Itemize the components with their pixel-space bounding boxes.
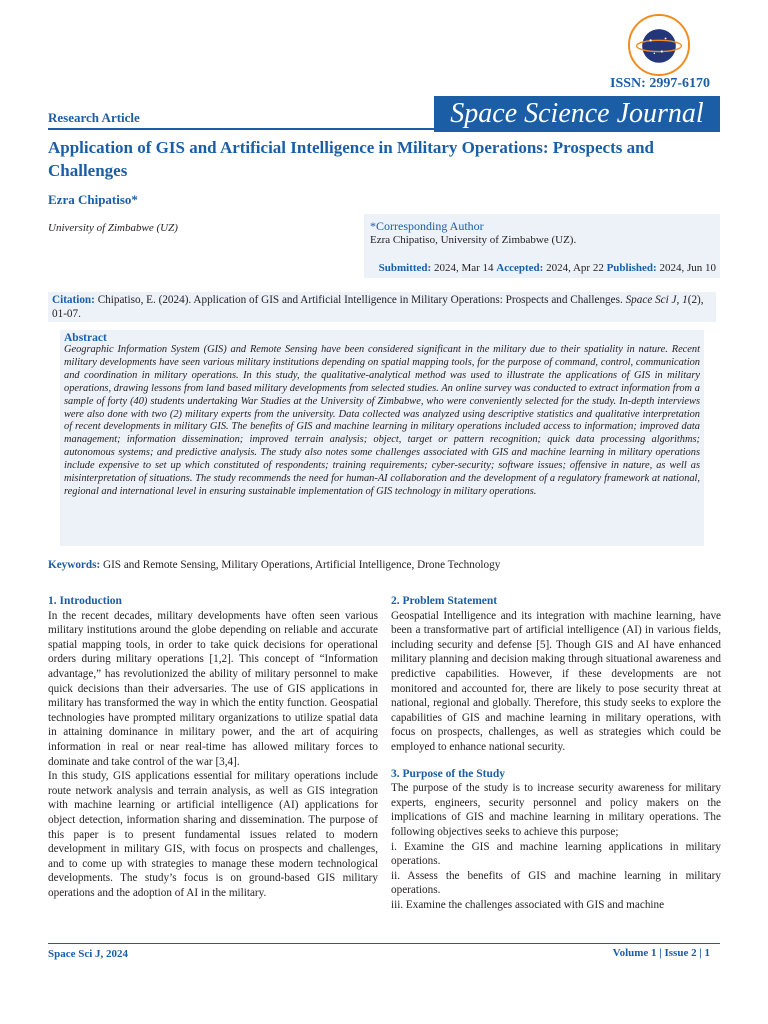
author-affiliation: University of Zimbabwe (UZ) (48, 222, 178, 234)
published-date: 2024, Jun 10 (659, 262, 716, 274)
objective-item: i. Examine the GIS and machine learning applications in military operations. (391, 840, 721, 868)
corresponding-author-text: Ezra Chipatiso, University of Zimbabwe (UZ). (370, 234, 577, 246)
abstract-heading: Abstract (64, 332, 107, 344)
abstract-text: Geographic Information System (GIS) and Remote Sensing have been considered significant in the military due to their spatiality in nature. Recent military developments have seen various military institutions depending on spatial mapping tools, for the purpose of command, control, communication and coordination in military operations. In this study, the qualitative-analytical method was used to illustrate the applications of GIS in military operations, drawing lessons from land based military developments from selected studies. An online survey was conducted to extract information from a sample of forty (40) students undertaking War Studies at the University of Zimbabwe, who were conveniently selected for the study. In-depth interviews were also done with two (2) military experts from the university. Data collected was analyzed using descriptive statistics and qualitative interpretation of recent developments in military GIS. The benefits of GIS and machine learning in military operations included access to information; improved data management; information dissemination; improved terrain analysis; object, target or pattern recognition; quick data processing algorithms; autonomous systems; and predictive analysis. The study also notes some challenges associated with GIS and machine learning in military operations include expensive to set up which constituted of respondents; training requirements; cyber-security; software issues; offensive in nature, as well as misinterpretation of situations. The study recommends the need for human-AI collaboration and the development of a regulatory framework at national, regional and international level in ensuring sustainable implementation of GIS technology in military operations. (64, 344, 700, 497)
abstract-box (60, 330, 704, 546)
corresponding-author-label: *Corresponding Author (370, 219, 484, 233)
keywords-label: Keywords: (48, 559, 101, 571)
section-heading-problem: 2. Problem Statement (391, 595, 498, 607)
footer-journal: Space Sci J, 2024 (48, 948, 129, 960)
globe-icon (630, 16, 688, 74)
article-dates (379, 262, 716, 274)
accepted-date: 2024, Apr 22 (546, 262, 604, 274)
citation-issue: (2), 01-07. (52, 294, 704, 320)
right-column (391, 594, 721, 912)
citation-text: Chipatiso, E. (2024). Application of GIS and Artificial Intelligence in Military Operations: Prospects and Challenges. (97, 294, 623, 306)
introduction-paragraph-1: In the recent decades, military developments have often seen various military institutions around the globe depending on reliable and accurate spatial mapping tools, in order to take quick decisions for operational orders during military operations [1,2]. This concept of “Information advantage,” has revolutionized the ability of military personnel to make quick decisions than their adversaries. The use of GIS applications in military has transformed the way in which the entity function. Geospatial technologies have prompted military organizations to utilize spatial data in attaining dominance in military power, and the art of acquiring information in real or near real-time has allowed military forces to dominate and take control of the war [3,4]. (48, 609, 378, 768)
author-name: Ezra Chipatiso* (48, 192, 138, 207)
citation-journal: Space Sci J, 1 (625, 294, 688, 306)
footer-rule (48, 943, 720, 944)
section-gap (391, 755, 721, 767)
keywords-text: GIS and Remote Sensing, Military Operations, Artificial Intelligence, Drone Technology (103, 559, 501, 571)
left-column (48, 594, 378, 900)
footer-page-info: Volume 1 | Issue 2 | 1 (612, 947, 710, 959)
citation-box (48, 292, 716, 322)
objective-item: iii. Examine the challenges associated with GIS and machine (391, 898, 665, 911)
submitted-date: 2024, Mar 14 (433, 262, 494, 274)
section-heading-introduction: 1. Introduction (48, 595, 122, 607)
citation-label: Citation: (52, 294, 95, 306)
section-heading-purpose: 3. Purpose of the Study (391, 767, 506, 780)
issn-label: ISSN: 2997-6170 (610, 76, 710, 91)
purpose-paragraph: The purpose of the study is to increase security awareness for military experts, engineers, security personnel and policy makers on the implications of GIS and machine learning in military operations. The following objectives seeks to achieve this purpose; (391, 782, 721, 838)
paper-title: Application of GIS and Artificial Intelligence in Military Operations: Prospects and Challenges (48, 138, 655, 180)
journal-logo (628, 14, 690, 76)
problem-paragraph: Geospatial Intelligence and its integration with machine learning, have been a transformative part of artificial intelligence (AI) in various fields, including security and defense [5]. Though GIS and AI have enhanced military planning and decision making through situational awareness and predictive capabilities. However, if these developments are not monitored and accounted for, there are likely to pose security threat at national, regional and globally. Therefore, this study seeks to explore the capabilities of GIS and machine learning in military operations, with focus on prospects, challenges, as well as strategies which could be employed to enhance national security. (391, 609, 721, 753)
submitted-label: Submitted: (378, 262, 432, 274)
introduction-paragraph-2: In this study, GIS applications essential for military operations include route network analysis and terrain analysis, as well as GIS integration with machine learning or artificial intelligence (AI) applications for object detection, information sharing and dissemination. The purpose of this paper is to present fundamental issues related to modern development in military GIS, with focus on prospects and challenges, and to come up with strategies to manage these modern technological developments. The study’s focus is on ground-based GIS military operations and the adoption of AI in the military. (48, 770, 378, 899)
keywords (48, 559, 500, 571)
article-type: Research Article (48, 110, 140, 125)
article-info-box (364, 214, 720, 278)
header-rule (48, 128, 438, 130)
published-label: Published: (606, 262, 657, 274)
objective-item: ii. Assess the benefits of GIS and machine learning in military operations. (391, 869, 721, 897)
accepted-label: Accepted: (496, 262, 544, 274)
journal-name-banner: Space Science Journal (434, 96, 720, 132)
